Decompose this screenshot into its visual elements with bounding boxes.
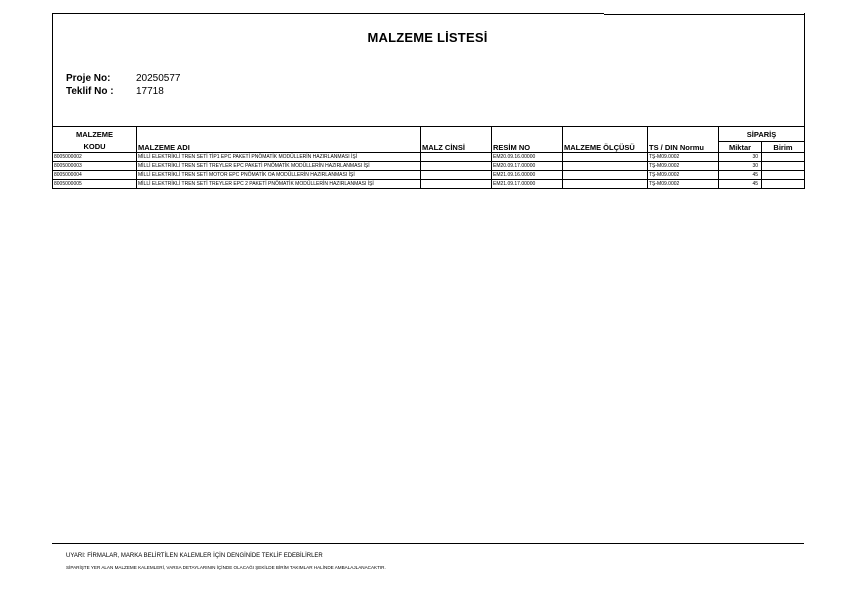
cell-size [563,162,648,171]
cell-drawing: EM21.09.16.00000 [492,171,563,180]
header-border-right [604,14,804,15]
cell-name: MİLLİ ELEKTRİKLİ TREN SETİ TİP1 EPC PAKETİ PNÖMATİK MODÜLLERİN HAZIRLANMASI İŞİ [137,153,421,162]
cell-size [563,153,648,162]
table-row [53,171,805,180]
cell-standard: TŞ-M09.0002 [648,162,719,171]
project-info [66,73,181,85]
header-type: MALZ CİNSİ [421,142,492,153]
project-number: 20250577 [136,73,181,84]
cell-code: 8005000004 [53,171,137,180]
footer-divider [52,543,804,544]
cell-unit [762,171,805,180]
document-title: MALZEME LİSTESİ [367,30,488,45]
header-name: MALZEME ADI [137,142,421,153]
header-border-left [52,13,604,14]
footer-note: SİPARİŞTE YER ALAN MALZEME KALEMLERİ, VARSA DETAYLARININ İÇİNDE OLACAĞI ŞEKİLDE BİRİM TAKIMLAR HALİNDE AMBALAJLANACAKTIR. [66,565,386,570]
cell-size [563,180,648,189]
header-row-bottom [53,142,805,153]
header-row-top [53,127,805,142]
cell-drawing: EM21.09.17.00000 [492,180,563,189]
cell-name: MİLLİ ELEKTRİKLİ TREN SETİ TREYLER EPC 2 PAKETİ PNÖMATİK MODÜLLERİN HAZIRLANMASI İŞİ [137,180,421,189]
cell-drawing: EM20.09.17.00000 [492,162,563,171]
cell-name: MİLLİ ELEKTRİKLİ TREN SETİ TREYLER EPC PAKETİ PNÖMATİK MODÜLLERİN HAZIRLANMASI İŞİ [137,162,421,171]
cell-code: 8005000003 [53,162,137,171]
header-size: MALZEME ÖLÇÜSÜ [563,142,648,153]
cell-standard: TŞ-M09.0002 [648,153,719,162]
offer-info [66,86,164,98]
cell-code: 8005000002 [53,153,137,162]
cell-type [421,162,492,171]
header-quantity: Miktar [719,142,762,153]
cell-quantity: 45 [719,180,762,189]
header-drawing: RESİM NO [492,142,563,153]
offer-number: 17718 [136,86,164,97]
cell-size [563,171,648,180]
table-row [53,153,805,162]
cell-name: MİLLİ ELEKTRİKLİ TREN SETİ MOTOR EPC PNÖMATİK OA MODÜLLERİN HAZIRLANMASI İŞİ [137,171,421,180]
cell-type [421,180,492,189]
header-unit: Birim [762,142,805,153]
offer-label: Teklif No : [66,86,114,97]
header-code-top: MALZEME [53,127,137,142]
cell-unit [762,153,805,162]
footer-warning: UYARI: FİRMALAR, MARKA BELİRTİLEN KALEMLER İÇİN DENGİNİDE TEKLİF EDEBİLİRLER [66,553,323,559]
cell-standard: TŞ-M09.0002 [648,180,719,189]
header-order-group: SİPARİŞ [719,127,805,142]
cell-unit [762,180,805,189]
header-standard: TS / DIN Normu [648,142,719,153]
cell-quantity: 30 [719,162,762,171]
project-label: Proje No: [66,73,111,84]
cell-unit [762,162,805,171]
cell-code: 8005000005 [53,180,137,189]
cell-type [421,171,492,180]
cell-quantity: 45 [719,171,762,180]
cell-quantity: 30 [719,153,762,162]
table-row [53,162,805,171]
material-table [52,126,805,189]
table-row [53,180,805,189]
header-code-bottom: KODU [53,142,137,153]
cell-type [421,153,492,162]
cell-drawing: EM20.09.16.00000 [492,153,563,162]
cell-standard: TŞ-M09.0002 [648,171,719,180]
